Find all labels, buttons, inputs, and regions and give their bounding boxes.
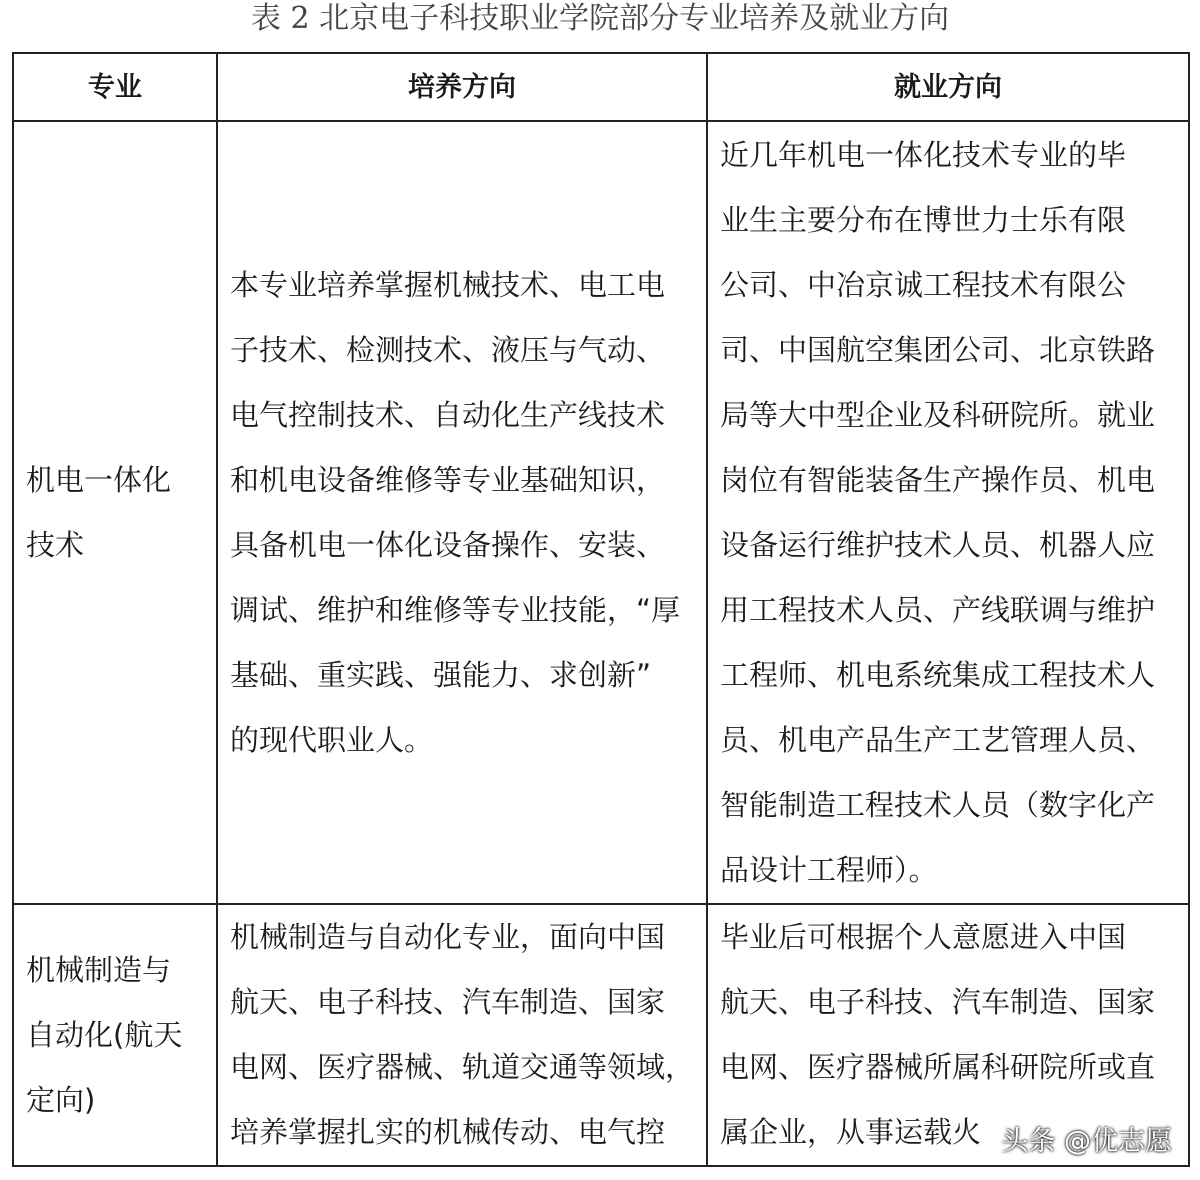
text-line: 业生主要分布在博世力士乐有限: [720, 202, 1127, 237]
text-line: 员、机电产品生产工艺管理人员、: [720, 722, 1156, 757]
text-line: 航天、电子科技、汽车制造、国家: [720, 985, 1156, 1019]
header-training: 培养方向: [217, 53, 707, 121]
header-row: [13, 53, 1189, 121]
text-line: 机电一体化: [26, 462, 172, 497]
text-line: 技术: [26, 527, 85, 562]
text-line: 电网、医疗器械所属科研院所或直: [720, 1050, 1156, 1084]
text-line: 调试、维护和维修等专业技能，“厚: [230, 592, 681, 627]
text-line: 局等大中型企业及科研院所。就业: [720, 397, 1156, 432]
text-line: 自动化(航天: [26, 1017, 183, 1052]
text-line: 电气控制技术、自动化生产线技术: [230, 397, 666, 432]
table-title: 表 2 北京电子科技职业学院部分专业培养及就业方向: [250, 1, 950, 36]
text-line: 定向): [26, 1082, 96, 1117]
text-line: 和机电设备维修等专业基础知识，: [230, 462, 666, 497]
text-line: 品设计工程师）。: [720, 852, 938, 887]
text-line: 基础、重实践、强能力、求创新”: [230, 657, 652, 692]
text-line: 智能制造工程技术人员（数字化产: [720, 787, 1156, 822]
text-line: 司、中国航空集团公司、北京铁路: [720, 332, 1156, 367]
text-line: 电网、医疗器械、轨道交通等领域，: [230, 1050, 695, 1084]
text-line: 培养掌握扎实的机械传动、电气控: [230, 1115, 666, 1149]
watermark: 头条 @优志愿: [1001, 1126, 1172, 1157]
table-row: [13, 121, 1189, 904]
text-line: 毕业后可根据个人意愿进入中国: [720, 920, 1127, 954]
header-major: 专业: [13, 53, 217, 121]
text-line: 工程师、机电系统集成工程技术人: [720, 657, 1156, 692]
text-line: 机械制造与: [26, 952, 172, 987]
major-cell: [13, 904, 217, 1166]
text-line: 岗位有智能装备生产操作员、机电: [720, 462, 1156, 497]
text-line: 用工程技术人员、产线联调与维护: [720, 592, 1156, 627]
text-line: 子技术、检测技术、液压与气动、: [230, 332, 666, 367]
major-cell: [13, 121, 217, 904]
text-line: 机械制造与自动化专业，面向中国: [230, 920, 666, 954]
majors-table: [12, 52, 1190, 1167]
text-line: 的现代职业人。: [230, 722, 434, 757]
text-line: 近几年机电一体化技术专业的毕: [720, 137, 1127, 172]
text-line: 设备运行维护技术人员、机器人应: [720, 527, 1156, 562]
text-line: 航天、电子科技、汽车制造、国家: [230, 985, 666, 1019]
employment-cell: [707, 121, 1189, 904]
training-cell: [217, 904, 707, 1166]
training-cell: [217, 121, 707, 904]
text-line: 本专业培养掌握机械技术、电工电: [230, 267, 666, 302]
text-line: 公司、中冶京诚工程技术有限公: [720, 267, 1127, 302]
text-line: 属企业，从事运载火: [720, 1115, 982, 1149]
text-line: 具备机电一体化设备操作、安装、: [230, 527, 666, 562]
header-employment: 就业方向: [707, 53, 1189, 121]
